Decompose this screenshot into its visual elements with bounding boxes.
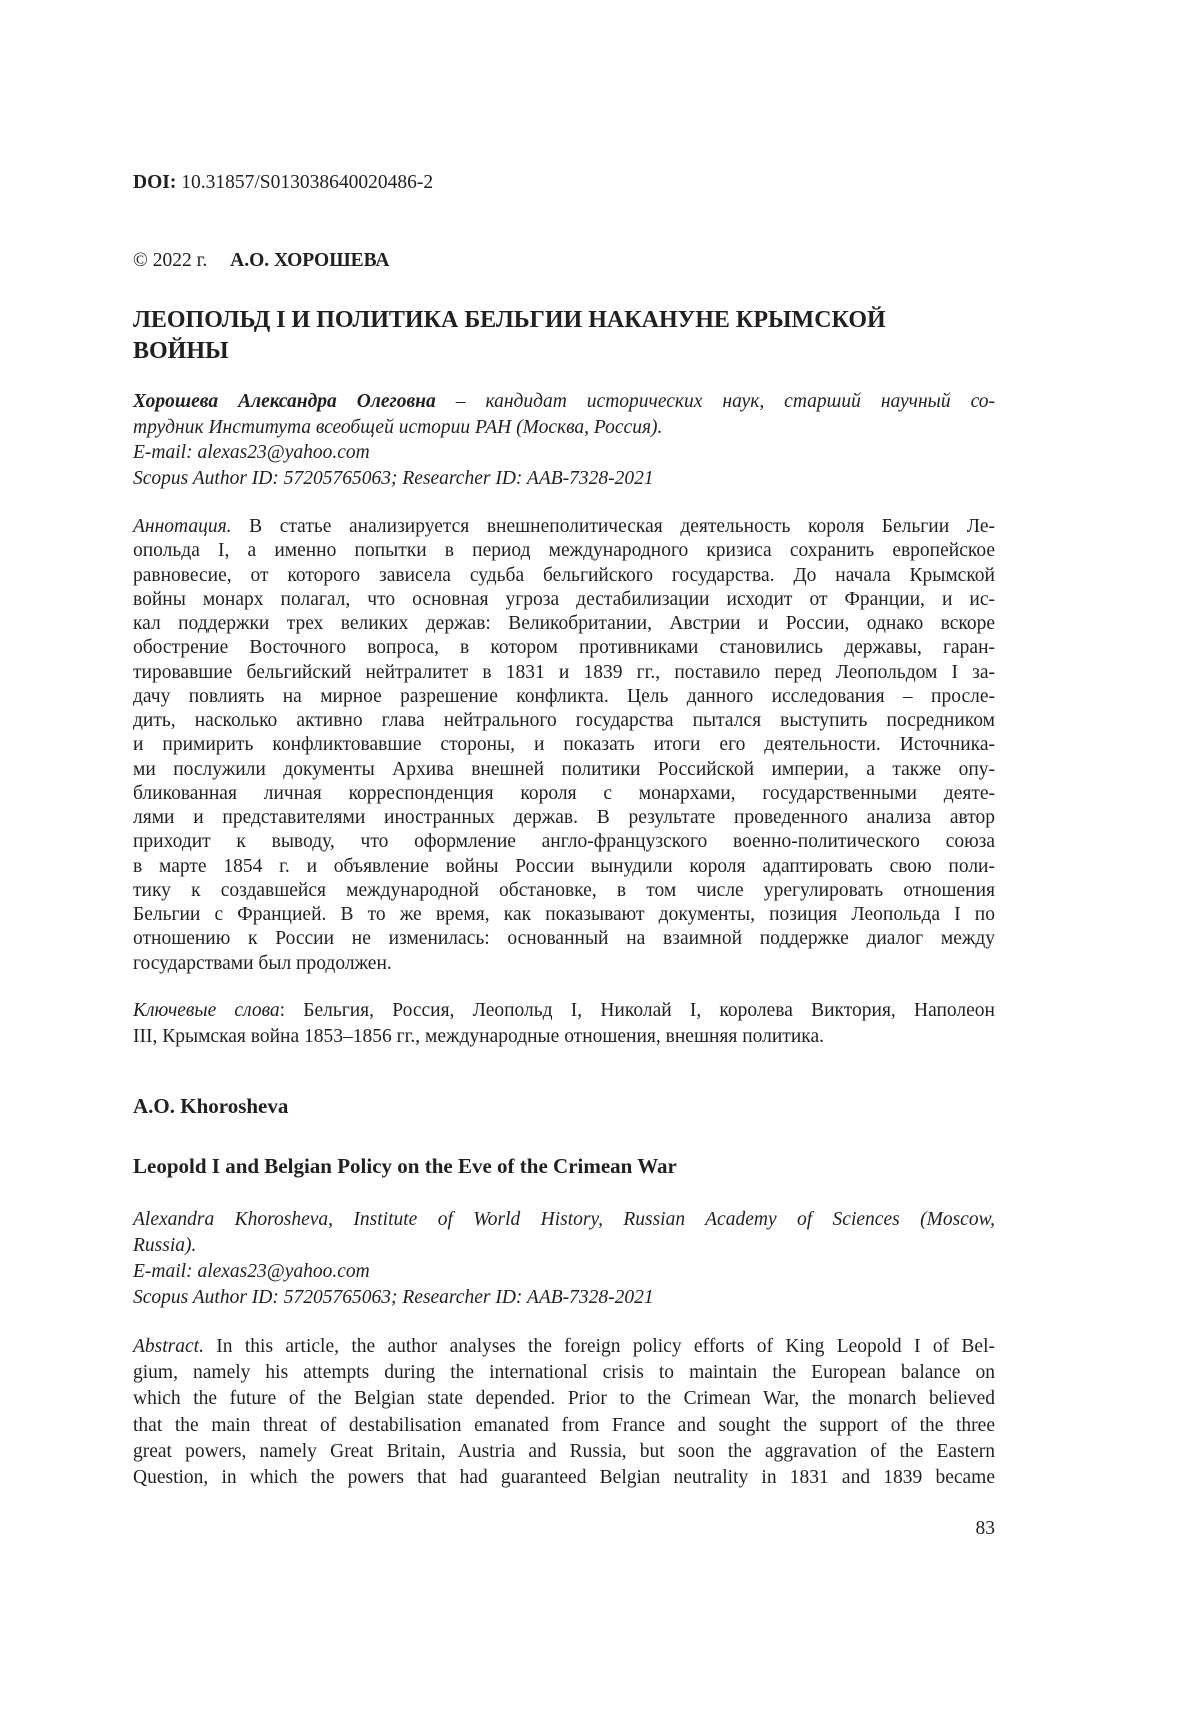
abstract-line: gium, namely his attempts during the international crisis to maintain the European balance on (133, 1360, 995, 1386)
title-line: ЛЕОПОЛЬД I И ПОЛИТИКА БЕЛЬГИИ НАКАНУНЕ КРЫМСКОЙ (133, 305, 995, 336)
doi-value[interactable]: 10.31857/S013038640020486-2 (181, 172, 433, 193)
annotation (133, 515, 995, 976)
affiliation-line: Russia). (133, 1233, 995, 1259)
annotation-line: кал поддержки трех великих держав: Великобритании, Австрии и России, однако вскоре (133, 612, 995, 636)
doi-line (133, 172, 995, 194)
annotation-line: и примирить конфликтовавшие стороны, и показать итоги его деятельности. Источника- (133, 733, 995, 757)
keywords-line: Ключевые слова: Бельгия, Россия, Леопольд I, Николай I, королева Виктория, Наполеон (133, 998, 995, 1024)
doi-label: DOI: (133, 172, 176, 193)
abstract (133, 1334, 995, 1491)
annotation-line: опольда I, а именно попытки в период международного кризиса сохранить европейское (133, 539, 995, 563)
abstract-line: which the future of the Belgian state depended. Prior to the Crimean War, the monarch believed (133, 1386, 995, 1412)
copyright-line (133, 250, 995, 272)
annotation-line: лями и представителями иностранных держав. В результате проведенного анализа автор (133, 806, 995, 830)
annotation-line: в марте 1854 г. и объявление войны России вынудили короля адаптировать свою поли- (133, 855, 995, 879)
abstract-line: that the main threat of destabilisation emanated from France and sought the support of the three (133, 1413, 995, 1439)
annotation-line: бликованная личная корреспонденция короля с монархами, государственными деяте- (133, 782, 995, 806)
affiliation-en (133, 1207, 995, 1311)
annotation-line: тировавшие бельгийский нейтралитет в 1831 и 1839 гг., поставило перед Леопольдом I за- (133, 661, 995, 685)
author-line-2: трудник Института всеобщей истории РАН (Москва, Россия). (133, 415, 995, 441)
author-email-en[interactable]: E-mail: alexas23@yahoo.com (133, 1259, 995, 1285)
author-line-1 (133, 389, 995, 415)
abstract-line: Question, in which the powers that had guaranteed Belgian neutrality in 1831 and 1839 became (133, 1465, 995, 1491)
annotation-line: обострение Восточного вопроса, в котором противниками становились державы, гаран- (133, 636, 995, 660)
author-info-ru (133, 389, 995, 492)
copyright-year: © 2022 г. (133, 250, 207, 271)
annotation-line: равновесие, от которого зависела судьба бельгийского государства. До начала Крымской (133, 564, 995, 588)
annotation-line: дить, насколько активно глава нейтрального государства пытался выступить посредником (133, 709, 995, 733)
keywords-line: III, Крымская война 1853–1856 гг., международные отношения, внешняя политика. (133, 1024, 995, 1050)
author-en: A.O. Khorosheva (133, 1094, 995, 1119)
author-caps: А.О. ХОРОШЕВА (230, 250, 389, 271)
annotation-line: приходит к выводу, что оформление англо-французского военно-политического союза (133, 830, 995, 854)
author-email[interactable]: E-mail: alexas23@yahoo.com (133, 440, 995, 466)
article-title-ru (133, 305, 995, 367)
author-ids-en: Scopus Author ID: 57205765063; Researcher ID: AAB-7328-2021 (133, 1285, 995, 1311)
annotation-line: Бельгии с Францией. В то же время, как показывают документы, позиция Леопольда I по (133, 903, 995, 927)
annotation-line: войны монарх полагал, что основная угроза дестабилизации исходит от Франции, и ис- (133, 588, 995, 612)
article-title-en: Leopold I and Belgian Policy on the Eve of the Crimean War (133, 1154, 995, 1179)
annotation-line: ми послужили документы Архива внешней политики Российской империи, а также опу- (133, 758, 995, 782)
annotation-line: государствами был продолжен. (133, 952, 995, 976)
annotation-line: тику к создавшейся международной обстановке, в том числе урегулировать отношения (133, 879, 995, 903)
affiliation-line: Alexandra Khorosheva, Institute of World History, Russian Academy of Sciences (Moscow, (133, 1207, 995, 1233)
abstract-line: Abstract. In this article, the author analyses the foreign policy efforts of King Leopold I of Bel- (133, 1334, 995, 1360)
abstract-label: Abstract. (133, 1336, 204, 1357)
keywords (133, 998, 995, 1050)
page-number: 83 (895, 1518, 995, 1540)
abstract-line: great powers, namely Great Britain, Austria and Russia, but soon the aggravation of the Eastern (133, 1439, 995, 1465)
keywords-label: Ключевые слова (133, 1000, 280, 1021)
annotation-line: отношению к России не изменилась: основанный на взаимной поддержке диалог между (133, 927, 995, 951)
title-line: ВОЙНЫ (133, 336, 995, 367)
annotation-label: Аннотация. (133, 516, 232, 537)
author-desc: – кандидат исторических наук, старший научный со- (436, 391, 995, 412)
author-name: Хорошева Александра Олеговна (133, 391, 436, 412)
annotation-line: Аннотация. В статье анализируется внешнеполитическая деятельность короля Бельгии Ле- (133, 515, 995, 539)
author-ids: Scopus Author ID: 57205765063; Researcher ID: AAB-7328-2021 (133, 466, 995, 492)
annotation-line: дачу повлиять на мирное разрешение конфликта. Цель данного исследования – просле- (133, 685, 995, 709)
